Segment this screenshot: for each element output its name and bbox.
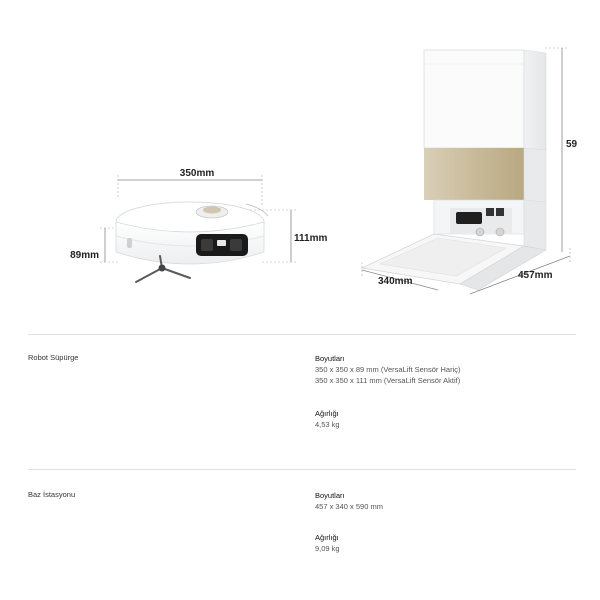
spec-row-title-robot: Robot Süpürge bbox=[28, 353, 79, 362]
station-depth-label: 340mm bbox=[378, 276, 413, 287]
robot-height-left-label: 89mm bbox=[70, 250, 99, 261]
station-height-label: 59 bbox=[566, 139, 578, 150]
spec-label: Boyutları bbox=[315, 491, 345, 500]
spec-value: 350 x 350 x 111 mm (VersaLift Sensör Aktif) bbox=[315, 376, 461, 385]
spec-row-title-station: Baz İstasyonu bbox=[28, 490, 76, 499]
spec-label: Ağırlığı bbox=[315, 409, 339, 418]
spec-label: Ağırlığı bbox=[315, 533, 339, 542]
spec-value: 457 x 340 x 590 mm bbox=[315, 502, 383, 511]
spec-divider-middle bbox=[28, 469, 576, 470]
spec-robot-weight bbox=[315, 408, 340, 430]
robot-width-label: 350mm bbox=[179, 168, 215, 179]
spec-value: 350 x 350 x 89 mm (VersaLift Sensör Hariç) bbox=[315, 365, 461, 374]
spec-label: Boyutları bbox=[315, 354, 345, 363]
robot-vacuum-image bbox=[70, 168, 327, 282]
spec-robot-dimensions bbox=[315, 353, 460, 386]
base-station-image bbox=[362, 48, 578, 294]
spec-value: 9,09 kg bbox=[315, 544, 340, 553]
robot-height-right-label: 111mm bbox=[294, 233, 328, 244]
spec-value: 4,53 kg bbox=[315, 420, 340, 429]
spec-station-weight bbox=[315, 532, 340, 554]
station-width-label: 457mm bbox=[518, 270, 553, 281]
spec-station-dimensions bbox=[315, 490, 383, 512]
spec-divider-top bbox=[28, 334, 576, 335]
